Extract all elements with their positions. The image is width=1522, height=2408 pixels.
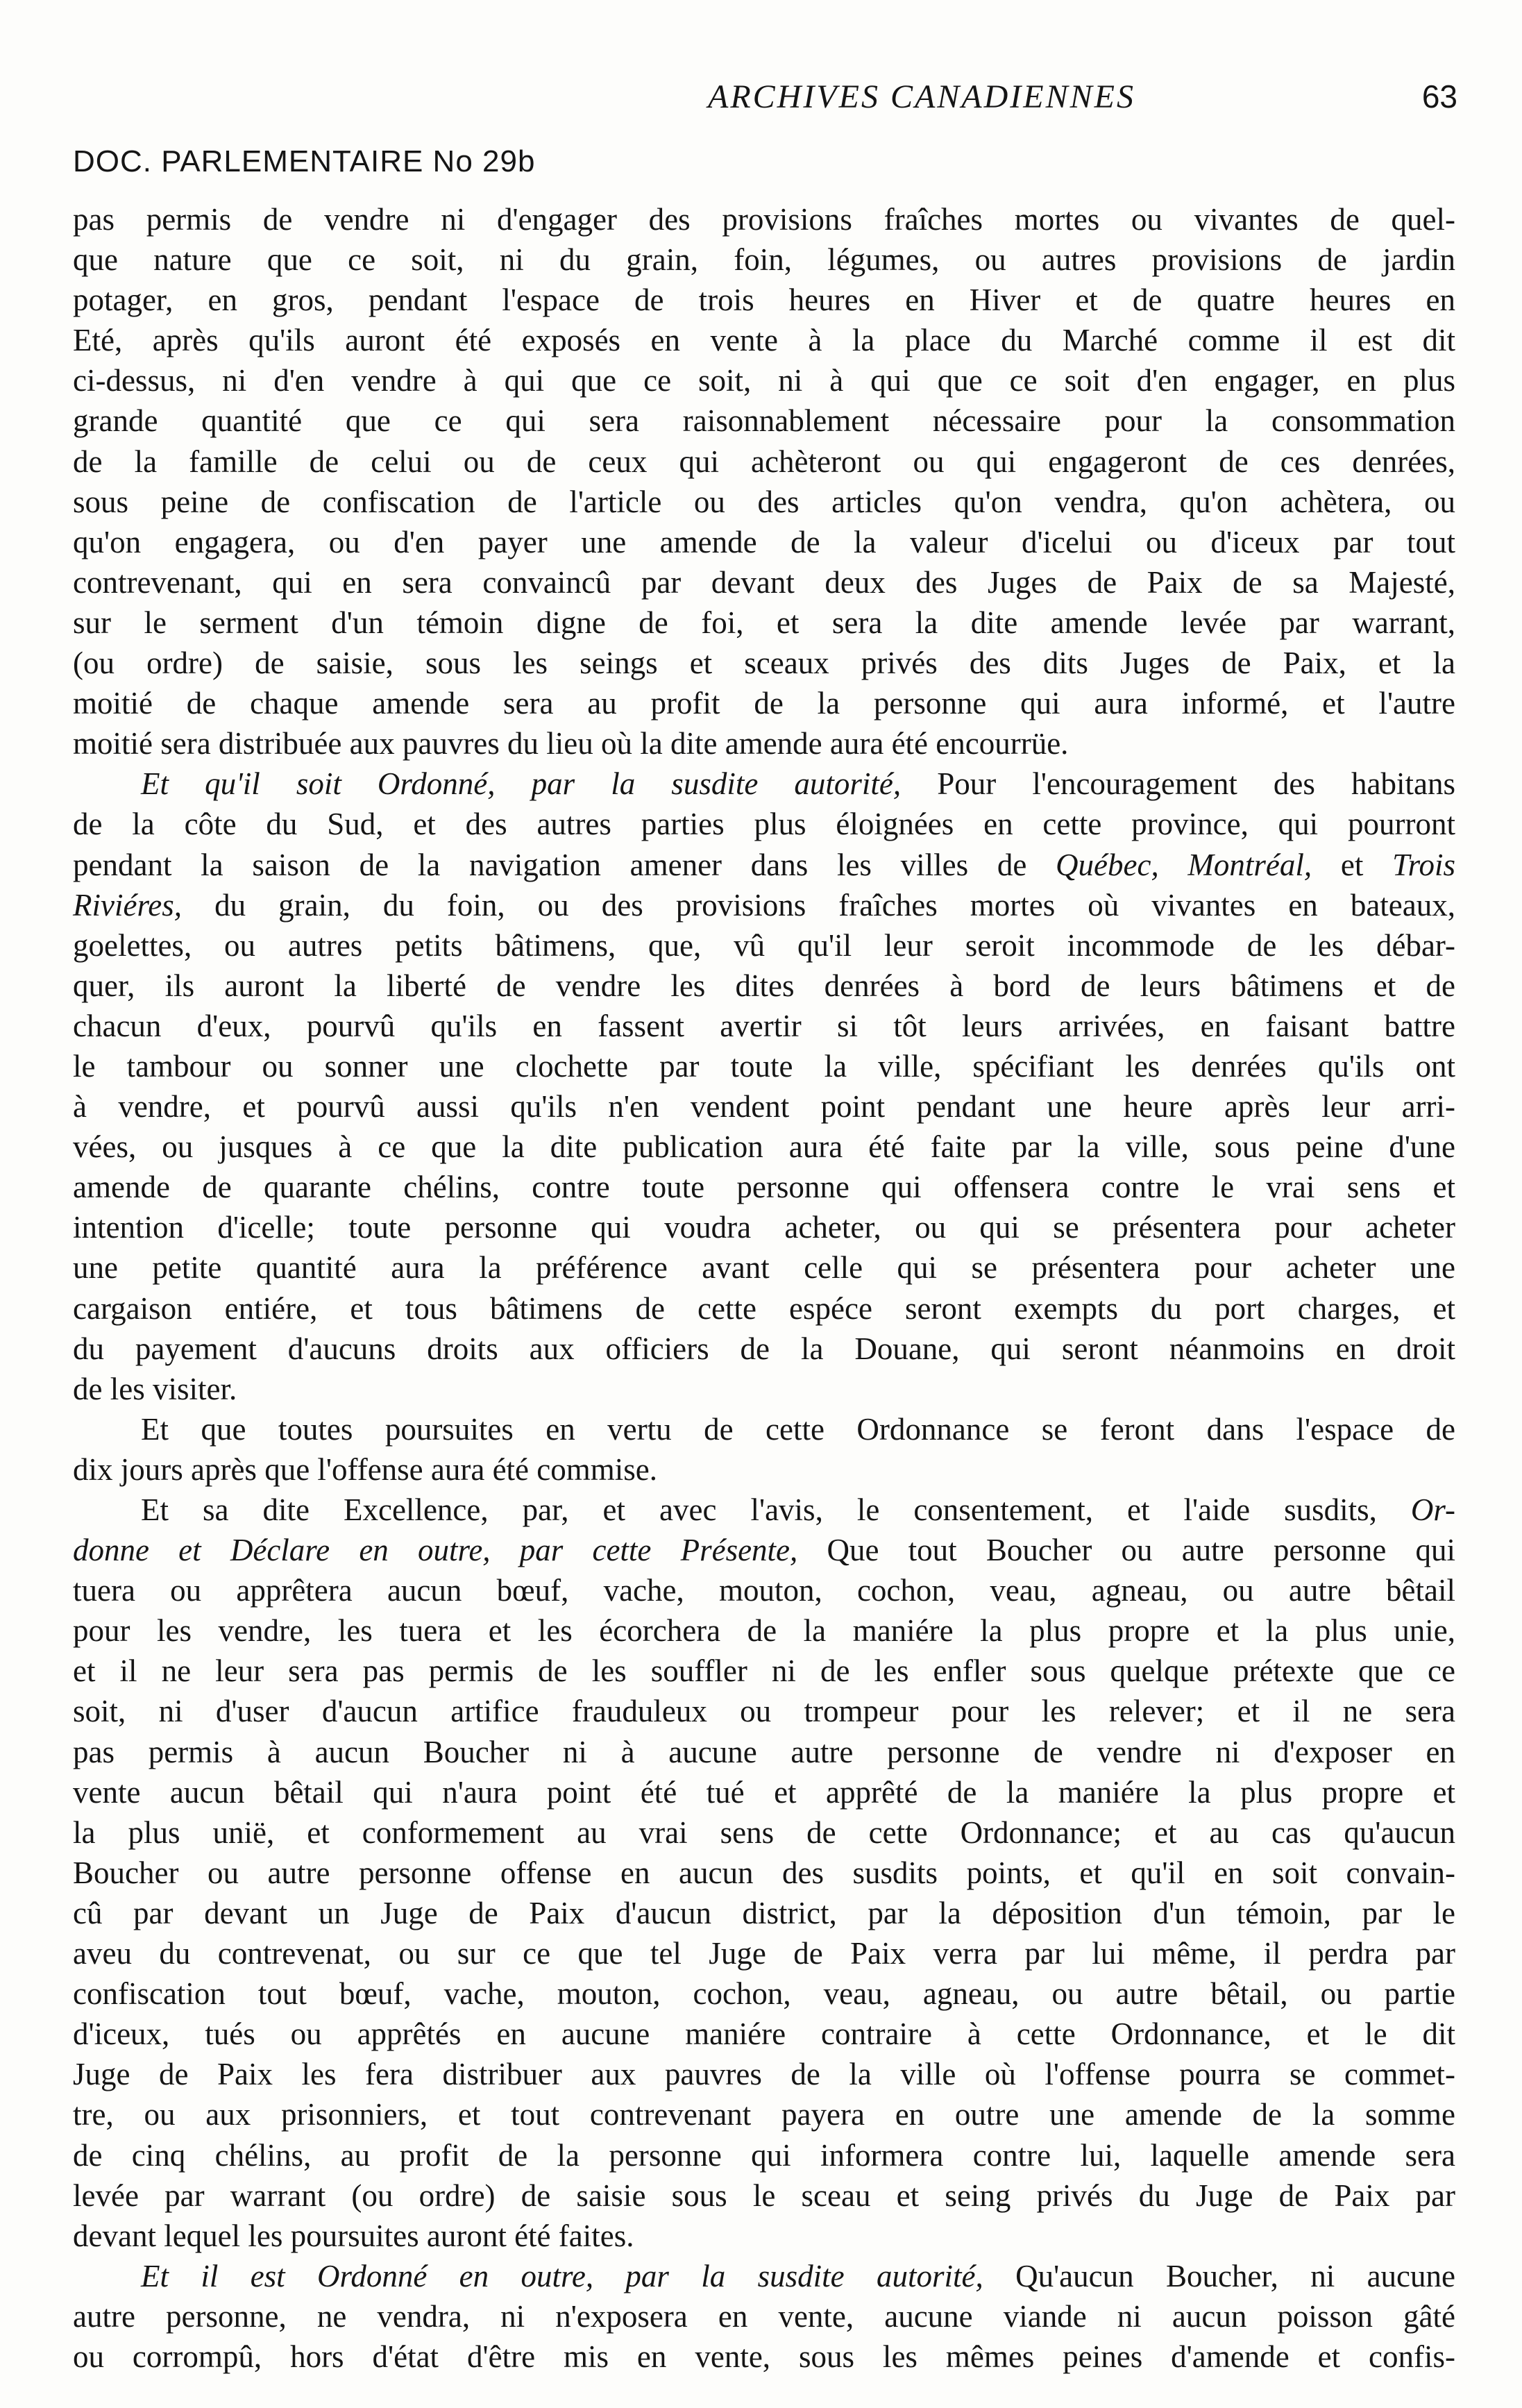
italic-phrase: donne et Déclare en outre, par cette Présente,	[73, 1533, 798, 1568]
text-line: soit, ni d'user d'aucun artifice frauduleux ou trompeur pour les relever; et il ne sera	[73, 1694, 1455, 1729]
text-line: intention d'icelle; toute personne qui voudra acheter, ou qui se présentera pour acheter	[73, 1210, 1455, 1245]
text-line: une petite quantité aura la préférence avant celle qui se présentera pour acheter une	[73, 1250, 1455, 1286]
text-line	[73, 2256, 1455, 2296]
text-line: contrevenant, qui en sera convaincû par devant deux des Juges de Paix de sa Majesté,	[73, 564, 1455, 600]
italic-place-name: Trois	[1392, 847, 1455, 882]
paragraph-1	[73, 199, 1455, 764]
italic-phrase: Et il est Ordonné en outre, par la susdite autorité,	[141, 2258, 983, 2293]
running-head	[0, 78, 1522, 126]
text-line: moitié de chaque amende sera au profit de la personne qui aura informé, et l'autre	[73, 686, 1455, 721]
text-line: moitié sera distribuée aux pauvres du lieu où la dite amende aura été encourrüe.	[73, 726, 1069, 761]
text-line: vées, ou jusques à ce que la dite publication aura été faite par la ville, sous peine d'une	[73, 1129, 1455, 1165]
italic-phrase: Or-	[1410, 1492, 1455, 1527]
text-line: potager, en gros, pendant l'espace de trois heures en Hiver et de quatre heures en	[73, 283, 1455, 318]
text-line: sur le serment d'un témoin digne de foi, et sera la dite amende levée par warrant,	[73, 605, 1455, 640]
text-line: amende de quarante chélins, contre toute personne qui offensera contre le vrai sens et	[73, 1170, 1455, 1205]
text-line: Juge de Paix les fera distribuer aux pauvres de la ville où l'offense pourra se commet-	[73, 2057, 1455, 2092]
text-line	[73, 764, 1455, 804]
text-line: vente aucun bêtail qui n'aura point été tué et apprêté de la maniére la plus propre et	[73, 1774, 1455, 1810]
paragraph-2	[73, 764, 1455, 1409]
text-line: d'iceux, tués ou apprêtés en aucune maniére contraire à cette Ordonnance, et le dit	[73, 2017, 1455, 2052]
text-line	[73, 885, 1455, 925]
text-line: de les visiter.	[73, 1371, 237, 1406]
text-line: et il ne leur sera pas permis de les souffler ni de les enfler sous quelque prétexte que ce	[73, 1653, 1455, 1689]
text-line	[73, 845, 1455, 885]
text-line: de cinq chélins, au profit de la personne qui informera contre lui, laquelle amende sera	[73, 2137, 1455, 2173]
text-line: cargaison entiére, et tous bâtimens de cette espéce seront exempts du port charges, et	[73, 1290, 1455, 1326]
italic-place-name: Riviéres,	[73, 887, 183, 923]
text-line: autre personne, ne vendra, ni n'exposera en vente, aucune viande ni aucun poisson gâté	[73, 2298, 1455, 2334]
text-line: ou corrompû, hors d'état d'être mis en vente, sous les mêmes peines d'amende et confis-	[73, 2339, 1455, 2374]
text-line: pas permis de vendre ni d'engager des provisions fraîches mortes ou vivantes de quel-	[73, 202, 1455, 237]
line-text: Pour l'encouragement des habitans	[901, 766, 1455, 802]
body-text	[73, 199, 1455, 2377]
text-line: pour les vendre, les tuera et les écorchera de la maniére la plus propre et la plus unie,	[73, 1613, 1455, 1649]
text-line: de la côte du Sud, et des autres parties plus éloignées en cette province, qui pourront	[73, 807, 1455, 842]
text-line: qu'on engagera, ou d'en payer une amende de la valeur d'icelui ou d'iceux par tout	[73, 524, 1455, 559]
text-line: (ou ordre) de saisie, sous les seings et sceaux privés des dits Juges de Paix, et la	[73, 646, 1455, 681]
paragraph-4	[73, 1490, 1455, 2256]
line-text: du grain, du foin, ou des provisions fraîches mortes où vivantes en bateaux,	[182, 887, 1455, 923]
text-line	[73, 1530, 1455, 1570]
text-line: Eté, après qu'ils auront été exposés en vente à la place du Marché comme il est dit	[73, 323, 1455, 358]
text-line	[73, 1490, 1455, 1530]
text-line: la plus unië, et conformement au vrai sens de cette Ordonnance; et au cas qu'aucun	[73, 1815, 1455, 1850]
text-line: levée par warrant (ou ordre) de saisie sous le sceau et seing privés du Juge de Paix par	[73, 2178, 1455, 2213]
text-line: sous peine de confiscation de l'article ou des articles qu'on vendra, qu'on achètera, ou	[73, 484, 1455, 519]
text-line: tre, ou aux prisonniers, et tout contrevenant payera en outre une amende de la somme	[73, 2097, 1455, 2132]
text-line: tuera ou apprêtera aucun bœuf, vache, mouton, cochon, veau, agneau, ou autre bêtail	[73, 1573, 1455, 1608]
text-line: confiscation tout bœuf, vache, mouton, cochon, veau, agneau, ou autre bêtail, ou partie	[73, 1976, 1455, 2012]
line-text: Et sa dite Excellence, par, et avec l'avis, le consentement, et l'aide susdits,	[141, 1492, 1411, 1527]
text-line: dix jours après que l'offense aura été commise.	[73, 1451, 657, 1487]
line-text: et	[1312, 847, 1393, 882]
document-reference: DOC. PARLEMENTAIRE No 29b	[73, 144, 536, 178]
text-line: Et que toutes poursuites en vertu de cette Ordonnance se feront dans l'espace de	[141, 1411, 1455, 1447]
line-text: Que tout Boucher ou autre personne qui	[797, 1533, 1455, 1568]
text-line: pas permis à aucun Boucher ni à aucune autre personne de vendre ni d'exposer en	[73, 1734, 1455, 1769]
italic-place-names: Québec, Montréal,	[1056, 847, 1312, 882]
text-line: aveu du contrevenat, ou sur ce que tel Juge de Paix verra par lui même, il perdra par	[73, 1936, 1455, 1971]
text-line: Boucher ou autre personne offense en aucun des susdits points, et qu'il en soit convain-	[73, 1855, 1455, 1890]
paragraph-3	[73, 1409, 1455, 1490]
text-line: goelettes, ou autres petits bâtimens, que, vû qu'il leur seroit incommode de les débar-	[73, 927, 1455, 963]
text-line: que nature que ce soit, ni du grain, foin, légumes, ou autres provisions de jardin	[73, 242, 1455, 278]
paragraph-5	[73, 2256, 1455, 2377]
text-line: quer, ils auront la liberté de vendre les dites denrées à bord de leurs bâtimens et de	[73, 968, 1455, 1003]
running-title: ARCHIVES CANADIENNES	[708, 78, 1135, 115]
page-number: 63	[1421, 78, 1457, 115]
text-line: chacun d'eux, pourvû qu'ils en fassent avertir si tôt leurs arrivées, en faisant battre	[73, 1008, 1455, 1043]
line-text: pendant la saison de la navigation amener dans les villes de	[73, 847, 1056, 882]
text-line: le tambour ou sonner une clochette par toute la ville, spécifiant les denrées qu'ils ont	[73, 1048, 1455, 1084]
line-text: Qu'aucun Boucher, ni aucune	[983, 2258, 1455, 2293]
text-line: ci-dessus, ni d'en vendre à qui que ce soit, ni à qui que ce soit d'en engager, en plus	[73, 363, 1455, 398]
text-line: devant lequel les poursuites auront été faites.	[73, 2218, 634, 2253]
italic-phrase: Et qu'il soit Ordonné, par la susdite autorité,	[141, 766, 902, 802]
text-line: grande quantité que ce qui sera raisonnablement nécessaire pour la consommation	[73, 403, 1455, 439]
text-line: à vendre, et pourvû aussi qu'ils n'en vendent point pendant une heure après leur arri-	[73, 1089, 1455, 1125]
text-line: cû par devant un Juge de Paix d'aucun district, par la déposition d'un témoin, par le	[73, 1895, 1455, 1930]
text-line: du payement d'aucuns droits aux officiers de la Douane, qui seront néanmoins en droit	[73, 1331, 1455, 1366]
text-line: de la famille de celui ou de ceux qui achèteront ou qui engageront de ces denrées,	[73, 444, 1455, 479]
